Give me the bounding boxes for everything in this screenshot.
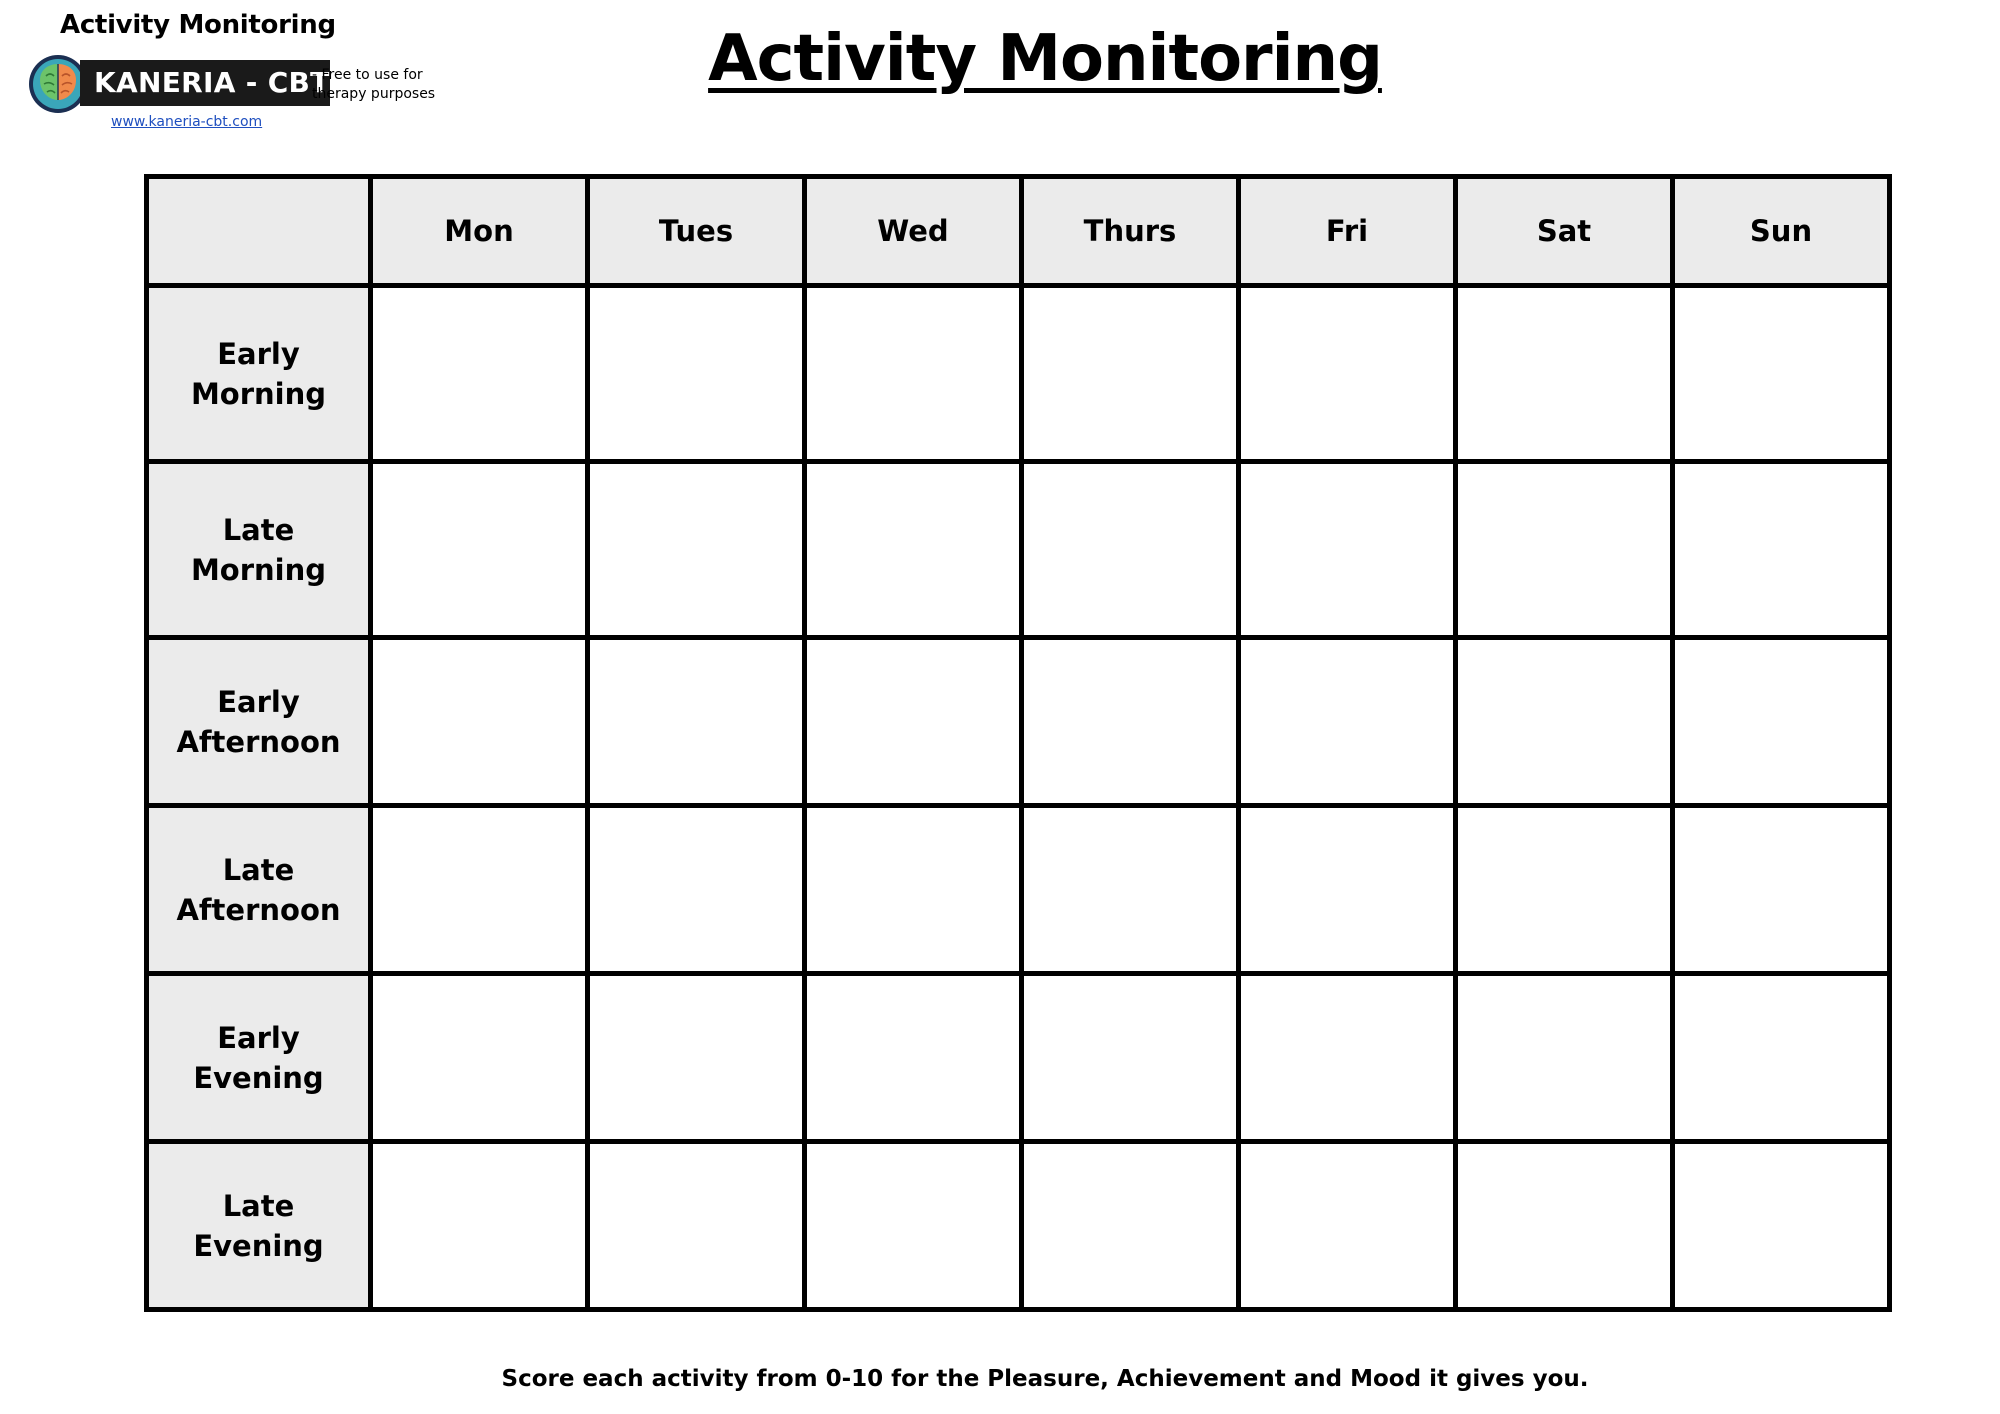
activity-cell[interactable] <box>371 462 588 638</box>
activity-cell[interactable] <box>1456 286 1673 462</box>
time-slot-label <box>147 286 371 462</box>
activity-cell[interactable] <box>1673 1142 1890 1310</box>
time-slot-label-line1: Early <box>217 684 300 719</box>
activity-cell[interactable] <box>1673 286 1890 462</box>
day-header-sat: Sat <box>1456 177 1673 286</box>
activity-cell[interactable] <box>1239 806 1456 974</box>
activity-cell[interactable] <box>805 1142 1022 1310</box>
tagline: - Free to use for therapy purposes <box>312 67 436 102</box>
time-slot-label-line2: Evening <box>193 1060 324 1095</box>
activity-cell[interactable] <box>1022 286 1239 462</box>
time-slot-label <box>147 806 371 974</box>
brand-name: KANERIA - CBT <box>80 60 330 106</box>
activity-cell[interactable] <box>1022 974 1239 1142</box>
activity-cell[interactable] <box>1456 974 1673 1142</box>
time-slot-label-line1: Late <box>222 512 295 547</box>
activity-cell[interactable] <box>1456 1142 1673 1310</box>
activity-cell[interactable] <box>1456 638 1673 806</box>
activity-cell[interactable] <box>805 806 1022 974</box>
time-slot-label-line2: Morning <box>190 552 327 587</box>
time-slot-label <box>147 974 371 1142</box>
header-row <box>147 177 1890 286</box>
time-slot-label <box>147 462 371 638</box>
activity-cell[interactable] <box>1239 638 1456 806</box>
day-header-mon: Mon <box>371 177 588 286</box>
activity-cell[interactable] <box>371 286 588 462</box>
activity-table <box>144 174 1892 1312</box>
activity-cell[interactable] <box>805 286 1022 462</box>
activity-cell[interactable] <box>1456 462 1673 638</box>
activity-cell[interactable] <box>588 638 805 806</box>
activity-cell[interactable] <box>588 974 805 1142</box>
page-title: Activity Monitoring <box>708 22 1382 96</box>
time-slot-label-line2: Evening <box>193 1228 324 1263</box>
activity-cell[interactable] <box>1022 1142 1239 1310</box>
time-slot-row <box>147 974 1890 1142</box>
time-slot-row <box>147 638 1890 806</box>
activity-cell[interactable] <box>1022 462 1239 638</box>
day-header-tues: Tues <box>588 177 805 286</box>
day-header-thurs: Thurs <box>1022 177 1239 286</box>
activity-cell[interactable] <box>371 1142 588 1310</box>
activity-cell[interactable] <box>1022 806 1239 974</box>
time-slot-label-line1: Late <box>222 852 295 887</box>
day-header-wed: Wed <box>805 177 1022 286</box>
footer-instruction: Score each activity from 0-10 for the Pleasure, Achievement and Mood it gives you. <box>501 1366 1589 1392</box>
activity-cell[interactable] <box>1239 462 1456 638</box>
activity-cell[interactable] <box>1239 974 1456 1142</box>
activity-cell[interactable] <box>805 462 1022 638</box>
time-slot-label-line2: Afternoon <box>176 724 341 759</box>
activity-cell[interactable] <box>588 1142 805 1310</box>
activity-cell[interactable] <box>588 806 805 974</box>
activity-cell[interactable] <box>1673 974 1890 1142</box>
activity-cell[interactable] <box>588 286 805 462</box>
activity-cell[interactable] <box>371 974 588 1142</box>
activity-cell[interactable] <box>1239 1142 1456 1310</box>
activity-cell[interactable] <box>1673 638 1890 806</box>
activity-cell[interactable] <box>1673 462 1890 638</box>
activity-cell[interactable] <box>1456 806 1673 974</box>
small-title: Activity Monitoring <box>60 10 336 40</box>
activity-cell[interactable] <box>371 806 588 974</box>
day-header-fri: Fri <box>1239 177 1456 286</box>
activity-cell[interactable] <box>805 974 1022 1142</box>
time-slot-label-line2: Morning <box>190 376 327 411</box>
time-slot-row <box>147 806 1890 974</box>
activity-cell[interactable] <box>1673 806 1890 974</box>
corner-cell <box>147 177 371 286</box>
time-slot-label-line1: Early <box>217 1020 300 1055</box>
time-slot-label-line1: Early <box>217 336 300 371</box>
time-slot-row <box>147 462 1890 638</box>
website-link[interactable]: www.kaneria-cbt.com <box>111 114 263 130</box>
activity-cell[interactable] <box>1022 638 1239 806</box>
time-slot-label-line2: Afternoon <box>176 892 341 927</box>
time-slot-label <box>147 638 371 806</box>
day-header-sun: Sun <box>1673 177 1890 286</box>
time-slot-label <box>147 1142 371 1310</box>
activity-cell[interactable] <box>588 462 805 638</box>
time-slot-row <box>147 1142 1890 1310</box>
activity-cell[interactable] <box>805 638 1022 806</box>
activity-cell[interactable] <box>371 638 588 806</box>
time-slot-row <box>147 286 1890 462</box>
time-slot-label-line1: Late <box>222 1188 295 1223</box>
activity-cell[interactable] <box>1239 286 1456 462</box>
